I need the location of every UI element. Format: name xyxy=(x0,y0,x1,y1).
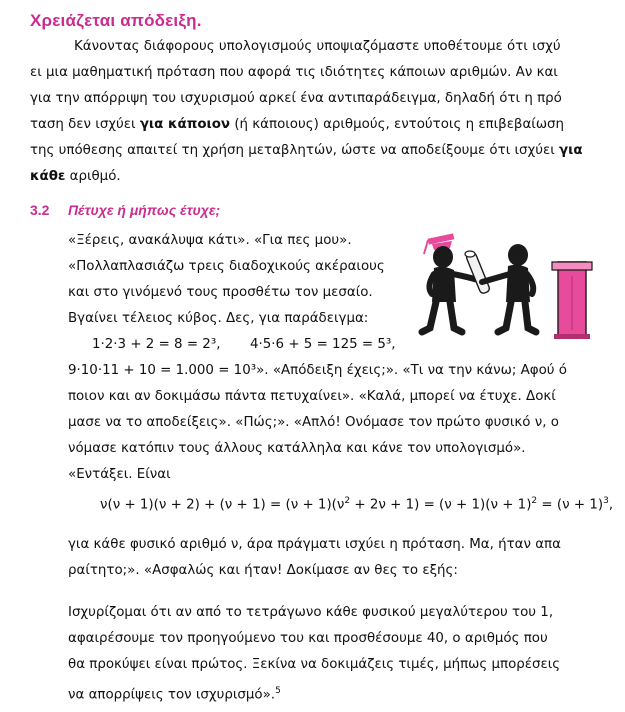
dialog-line-7: ποιον και αν δοκιμάσω πάντα πετυχαίνει». «Καλά, μπορεί να έτυχε. Δοκί xyxy=(68,389,556,404)
emphasis-every: κάθε xyxy=(30,169,66,184)
intro-text: της υπόθεσης απαιτεί τη χρήση μεταβλητών, ώστε να αποδείξουμε ότι ισχύει xyxy=(30,143,560,158)
formula-exponent: 2 xyxy=(531,496,538,506)
teacher-student-illustration xyxy=(418,232,593,342)
cube-identity-formula xyxy=(100,496,613,512)
challenge-text: να απορρίψεις τον ισχυρισμό». xyxy=(68,687,276,703)
challenge-line-1: Ισχυρίζομαι ότι αν από το τετράγωνο κάθε φυσικού μεγαλύτερου του 1, xyxy=(68,605,554,620)
formula-part: = (ν + 1) xyxy=(537,497,604,513)
intro-line-4 xyxy=(30,112,564,138)
diploma-scroll xyxy=(465,251,491,294)
formula-part: ν(ν + 1)(ν + 2) + (ν + 1) = (ν + 1)(ν xyxy=(100,497,345,513)
intro-line-3: για την απόρριψη του ισχυρισμού αρκεί ένα αντιπαράδειγμα, δηλαδή ότι η πρό xyxy=(30,91,562,106)
lectern xyxy=(552,262,592,339)
dialog-line-4: Βγαίνει τέλειος κύβος. Δες, για παράδειγμα: xyxy=(68,311,369,326)
example-2: 4·5·6 + 5 = 125 = 5³, xyxy=(250,337,396,352)
after-line-2: ραίτητο;». «Ασφαλώς και ήταν! Δοκίμασε αν θες το εξής: xyxy=(68,563,458,578)
intro-text: ταση δεν ισχύει xyxy=(30,117,140,132)
dialog-line-10: «Εντάξει. Είναι xyxy=(68,467,171,482)
intro-text: (ή κάποιους) αριθμούς, εντούτοις η επιβεβαίωση xyxy=(230,117,565,132)
challenge-line-4 xyxy=(68,678,281,708)
dialog-line-8: μασε να το αποδείξεις». «Πώς;». «Απλό! Ονόμασε τον πρώτο φυσικό ν, ο xyxy=(68,415,559,430)
dialog-line-9: νόμασε κατόπιν τους άλλους κατάλληλα και κάνε τον υπολογισμό». xyxy=(68,441,526,456)
dialog-line-6 xyxy=(68,358,567,384)
formula-part: , xyxy=(608,497,614,513)
dialog-line-3: και στο γινόμενό τους προσθέτω τον μεσαίο. xyxy=(68,285,373,300)
page-heading: Χρειάζεται απόδειξη. xyxy=(30,11,202,30)
formula-part: + 2ν + 1) = (ν + 1)(ν + 1) xyxy=(350,497,532,513)
teacher-figure xyxy=(482,244,536,332)
intro-line-6 xyxy=(30,164,121,190)
intro-line-2: ει μια μαθηματική πρόταση που αφορά τις ιδιότητες κάποιων αριθμών. Αν και xyxy=(30,65,558,80)
section-number: 3.2 xyxy=(30,202,50,218)
section-title: Πέτυχε ή μήπως έτυχε; xyxy=(68,202,221,218)
example-3: 9·10·11 + 10 = 1.000 = 10³». xyxy=(68,363,269,378)
challenge-line-2: αφαιρέσουμε τον προηγούμενο του και προσθέσουμε 40, ο αριθμός που xyxy=(68,631,548,646)
dialog-line-1: «Ξέρεις, ανακάλυψα κάτι». «Για πες μου». xyxy=(68,233,352,248)
footnote-marker: 5 xyxy=(275,686,281,696)
intro-text: αριθμό. xyxy=(65,169,121,184)
dialog-text: «Απόδειξη έχεις;». «Τι να την κάνω; Αφού ό xyxy=(272,363,567,378)
after-line-1: για κάθε φυσικό αριθμό ν, άρα πράγματι ισχύει η πρόταση. Μα, ήταν απα xyxy=(68,537,561,552)
formula-exponent: 3 xyxy=(603,496,609,506)
intro-line-5 xyxy=(30,138,583,164)
emphasis-for: για xyxy=(559,143,583,158)
emphasis-some: για κάποιον xyxy=(139,117,231,132)
challenge-line-3: θα προκύψει είναι πρώτος. Ξεκίνα να δοκιμάζεις τιμές, μήπως μπορέσεις xyxy=(68,657,561,672)
intro-line-1: Κάνοντας διάφορους υπολογισμούς υποψιαζόμαστε υποθέτουμε ότι ισχύ xyxy=(74,39,561,54)
dialog-line-2: «Πολλαπλασιάζω τρεις διαδοχικούς ακέραιους xyxy=(68,259,385,274)
student-figure xyxy=(422,233,478,332)
example-1: 1·2·3 + 2 = 8 = 2³, xyxy=(92,337,221,352)
formula-exponent: 2 xyxy=(344,496,351,506)
